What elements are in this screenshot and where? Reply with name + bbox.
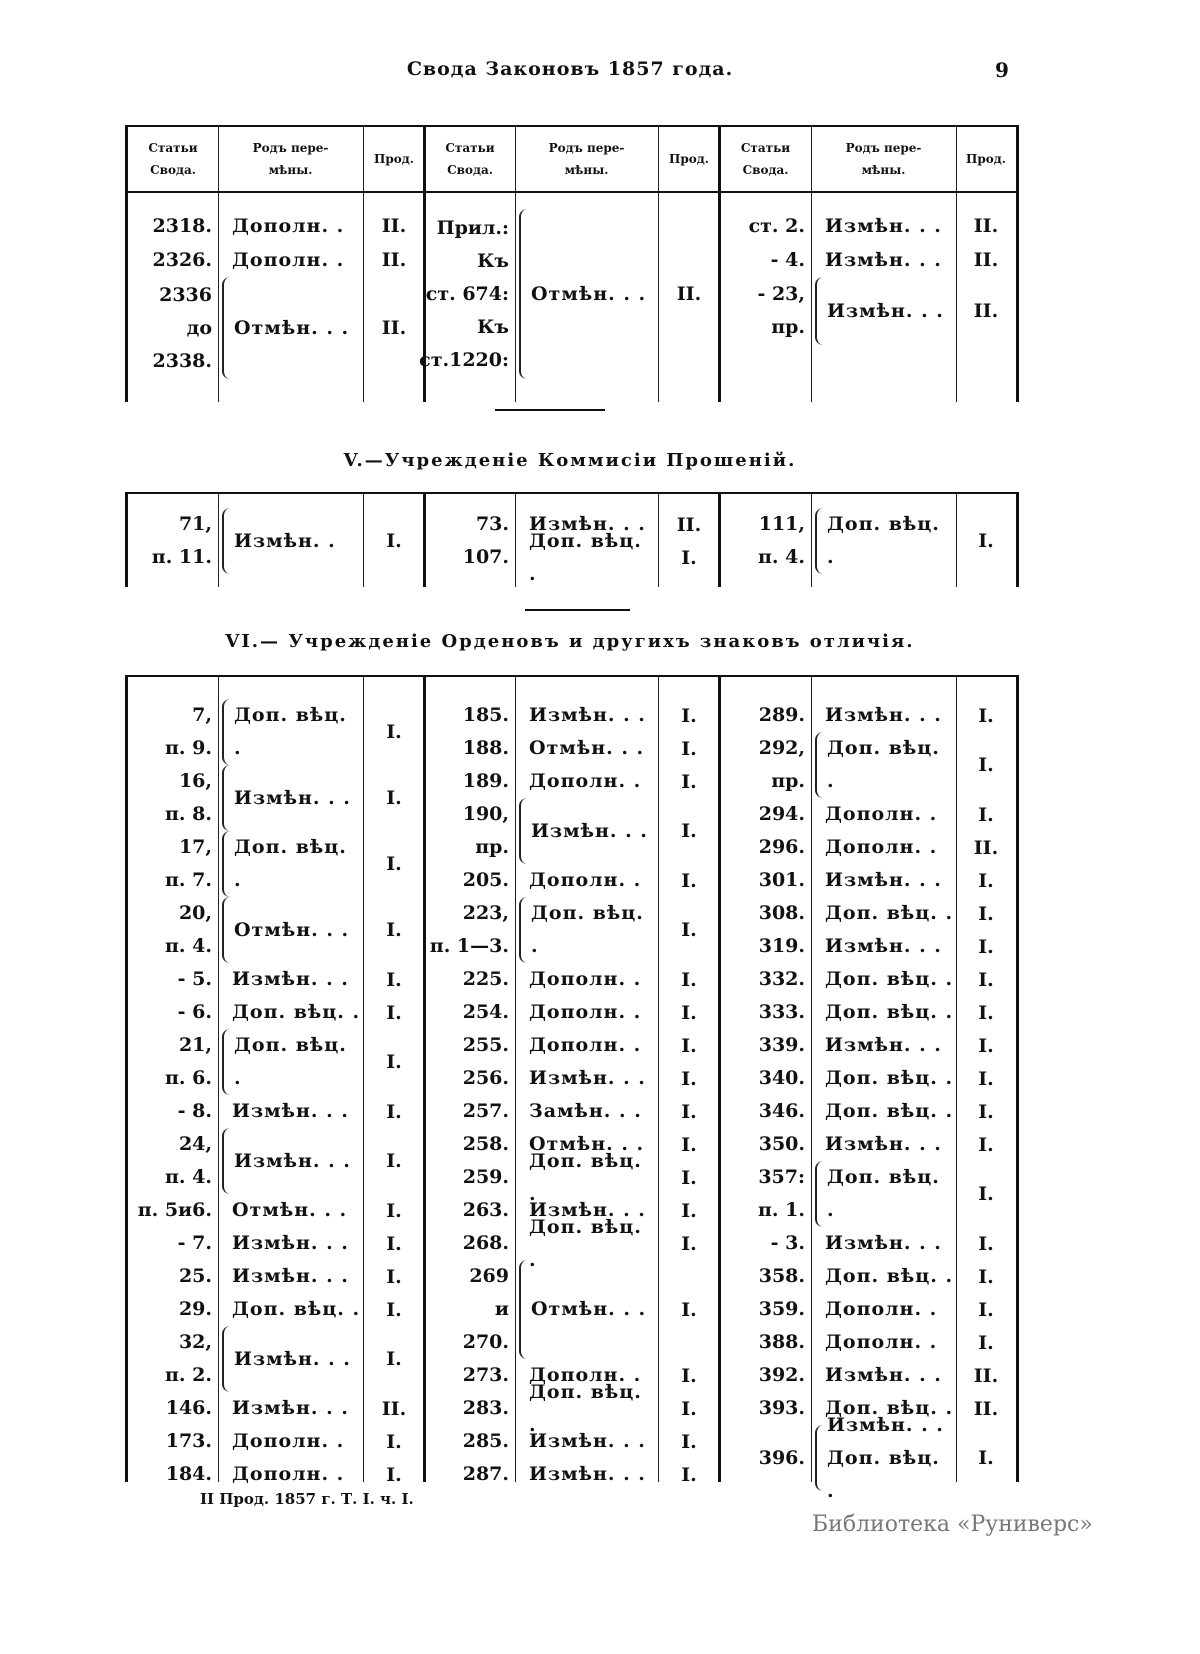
article-number: 111, п. 4. bbox=[758, 513, 805, 568]
continuation-volume: I. bbox=[681, 1430, 697, 1453]
change-type: Измѣн. . . bbox=[232, 1232, 349, 1254]
change-type: Доп. вѣц. . bbox=[222, 831, 361, 897]
continuation-volume: I. bbox=[681, 1133, 697, 1156]
change-type: Измѣн. . . bbox=[825, 935, 942, 957]
article-number: 292, пр. bbox=[758, 737, 805, 792]
article-number: 285. bbox=[462, 1430, 509, 1452]
article-number: - 3. bbox=[770, 1232, 805, 1254]
change-type: Измѣн. . . bbox=[232, 968, 349, 990]
continuation-volume: I. bbox=[386, 1100, 402, 1123]
continuation-volume: I. bbox=[681, 1034, 697, 1057]
article-number: 20, п. 4. bbox=[165, 902, 212, 957]
change-type: Измѣн. . . bbox=[232, 1100, 349, 1122]
continuation-volume: II. bbox=[676, 283, 702, 305]
continuation-volume: I. bbox=[978, 1298, 994, 1321]
change-type: Дополн. . bbox=[529, 1364, 642, 1386]
column-divider bbox=[515, 494, 516, 587]
continuation-volume: II. bbox=[676, 513, 702, 536]
column-divider bbox=[811, 494, 812, 587]
article-number: 255. bbox=[462, 1034, 509, 1056]
article-number: 393. bbox=[758, 1397, 805, 1419]
article-number: 2326. bbox=[152, 248, 212, 271]
article-number: 340. bbox=[758, 1067, 805, 1089]
article-number: 71, п. 11. bbox=[151, 513, 212, 568]
article-number: 24, п. 4. bbox=[165, 1133, 212, 1188]
column-header: Родъ пере- мѣны. bbox=[548, 141, 625, 177]
article-number: 301. bbox=[758, 869, 805, 891]
article-number: 357: п. 1. bbox=[758, 1166, 805, 1221]
continuation-volume: I. bbox=[386, 919, 402, 941]
article-number: 359. bbox=[758, 1298, 805, 1320]
continuation-volume: I. bbox=[978, 902, 994, 925]
change-type: Измѣн. . . bbox=[529, 1430, 646, 1452]
article-number: 259. bbox=[462, 1166, 509, 1188]
change-type: Измѣн. . . bbox=[529, 513, 646, 535]
continuation-volume: I. bbox=[681, 1463, 697, 1486]
article-number: - 6. bbox=[177, 1001, 212, 1023]
article-number: 257. bbox=[462, 1100, 509, 1122]
article-number: Прил.: Къ ст. 674: Къ ст.1220: bbox=[419, 216, 509, 371]
change-type: Доп. вѣц. . bbox=[825, 1067, 954, 1089]
continuation-volume: I. bbox=[681, 1199, 697, 1222]
column-header: Статьи Свода. bbox=[445, 141, 495, 177]
article-number: 269 и 270. bbox=[462, 1265, 509, 1353]
change-type: Дополн. . bbox=[232, 1463, 345, 1485]
section-v-title: V.—Учрежденіе Коммисіи Прошеній. bbox=[343, 450, 797, 471]
continuation-volume: I. bbox=[681, 1298, 697, 1321]
continuation-volume: I. bbox=[386, 1199, 402, 1222]
article-number: 308. bbox=[758, 902, 805, 924]
change-type: Дополн. . bbox=[825, 836, 938, 858]
article-number: п. 5и6. bbox=[137, 1199, 212, 1221]
continuation-volume: I. bbox=[681, 919, 697, 941]
change-type: Измѣн. . . bbox=[529, 704, 646, 726]
change-type: Доп. вѣц. . bbox=[222, 1029, 361, 1095]
article-number: 146. bbox=[165, 1397, 212, 1419]
change-type: Доп. вѣц. . bbox=[519, 897, 656, 963]
change-type: Измѣн. . . bbox=[825, 214, 942, 237]
change-type: Замѣн. . . bbox=[529, 1100, 642, 1122]
continuation-volume: I. bbox=[386, 1430, 402, 1453]
change-type: Измѣн. . . bbox=[232, 1397, 349, 1419]
change-type: Измѣн. . . bbox=[825, 248, 942, 271]
change-type: Измѣн. . . bbox=[222, 1326, 361, 1392]
continuation-volume: I. bbox=[386, 1463, 402, 1486]
continuation-volume: I. bbox=[681, 1166, 697, 1189]
change-type: Измѣн. . . bbox=[529, 1199, 646, 1221]
change-type: Измѣн. . . bbox=[529, 1463, 646, 1485]
change-type: Измѣн. . . bbox=[222, 1128, 361, 1194]
continuation-volume: I. bbox=[681, 1067, 697, 1090]
change-type: Доп. вѣц. . bbox=[815, 1161, 954, 1227]
continuation-volume: I. bbox=[681, 1397, 697, 1420]
continuation-volume: I. bbox=[386, 1001, 402, 1024]
change-type: Доп. вѣц. . bbox=[529, 1215, 642, 1271]
change-type: Измѣн. . . bbox=[825, 1034, 942, 1056]
continuation-volume: I. bbox=[386, 853, 402, 875]
article-number: - 4. bbox=[770, 248, 805, 271]
article-number: 2336 до 2338. bbox=[152, 283, 212, 372]
continuation-volume: I. bbox=[978, 1100, 994, 1123]
continuation-volume: I. bbox=[978, 704, 994, 727]
change-type: Отмѣн. . . bbox=[232, 1199, 348, 1221]
article-number: - 23, пр. bbox=[757, 283, 805, 338]
change-type: Измѣн. . . bbox=[825, 869, 942, 891]
change-type: Дополн. . bbox=[825, 803, 938, 825]
article-number: 283. bbox=[462, 1397, 509, 1419]
change-type: Доп. вѣц. . bbox=[825, 1100, 954, 1122]
continuation-volume: II. bbox=[973, 1364, 999, 1387]
column-divider bbox=[218, 677, 219, 1482]
article-number: 189. bbox=[462, 770, 509, 792]
article-number: 205. bbox=[462, 869, 509, 891]
article-number: 296. bbox=[758, 836, 805, 858]
column-header: Родъ пере- мѣны. bbox=[252, 141, 329, 177]
article-number: 332. bbox=[758, 968, 805, 990]
article-number: 392. bbox=[758, 1364, 805, 1386]
article-number: - 5. bbox=[177, 968, 212, 990]
article-number: 346. bbox=[758, 1100, 805, 1122]
continuation-volume: I. bbox=[978, 1034, 994, 1057]
article-number: 358. bbox=[758, 1265, 805, 1287]
continuation-volume: II. bbox=[381, 317, 407, 339]
continuation-volume: II. bbox=[381, 1397, 407, 1420]
change-type: Измѣн. . . bbox=[825, 1232, 942, 1254]
article-number: 2318. bbox=[152, 214, 212, 237]
continuation-volume: I. bbox=[386, 968, 402, 991]
change-type: Доп. вѣц. . bbox=[825, 1001, 954, 1023]
article-number: 273. bbox=[462, 1364, 509, 1386]
continuation-volume: I. bbox=[978, 530, 994, 552]
continuation-volume: II. bbox=[973, 1397, 999, 1420]
change-type: Доп. вѣц. . bbox=[825, 1265, 954, 1287]
continuation-volume: I. bbox=[978, 1447, 994, 1469]
change-type: Дополн. . bbox=[529, 968, 642, 990]
continuation-volume: I. bbox=[681, 1232, 697, 1255]
article-number: 268. bbox=[462, 1232, 509, 1254]
article-number: 263. bbox=[462, 1199, 509, 1221]
change-type: Доп. вѣц. . bbox=[232, 1298, 361, 1320]
change-type: Дополн. . bbox=[825, 1331, 938, 1353]
change-type: Отмѣн. . . bbox=[519, 1260, 656, 1359]
change-type: Измѣн. . . Доп. вѣц. . bbox=[815, 1425, 954, 1491]
continuation-volume: I. bbox=[978, 935, 994, 958]
continuation-volume: I. bbox=[386, 1150, 402, 1172]
continuation-volume: I. bbox=[386, 1232, 402, 1255]
continuation-volume: II. bbox=[973, 836, 999, 859]
article-number: 254. bbox=[462, 1001, 509, 1023]
column-header: Родъ пере- мѣны. bbox=[845, 141, 922, 177]
continuation-volume: I. bbox=[681, 704, 697, 727]
column-header: Статьи Свода. bbox=[740, 141, 791, 177]
watermark: Библиотека «Руниверс» bbox=[812, 1512, 1093, 1537]
article-number: 223, п. 1—3. bbox=[429, 902, 509, 957]
column-divider bbox=[811, 677, 812, 1482]
column-header: Прод. bbox=[669, 152, 709, 166]
article-number: 21, п. 6. bbox=[165, 1034, 212, 1089]
change-type: Измѣн. . . bbox=[519, 798, 656, 864]
continuation-volume: I. bbox=[386, 530, 402, 552]
article-number: 32, п. 2. bbox=[165, 1331, 212, 1386]
change-type: Отмѣн. . . bbox=[222, 897, 361, 963]
continuation-volume: I. bbox=[681, 770, 697, 793]
article-number: 350. bbox=[758, 1133, 805, 1155]
change-type: Измѣн. . . bbox=[815, 277, 954, 345]
article-number: 396. bbox=[758, 1446, 805, 1469]
column-header: Статьи Свода. bbox=[148, 141, 198, 177]
continuation-volume: II. bbox=[973, 215, 999, 237]
article-number: 258. bbox=[462, 1133, 509, 1155]
change-type: Отмѣн. . . bbox=[529, 737, 645, 759]
article-number: - 8. bbox=[177, 1100, 212, 1122]
continuation-volume: I. bbox=[386, 1348, 402, 1370]
article-number: 73. bbox=[475, 513, 509, 535]
article-number: - 7. bbox=[177, 1232, 212, 1254]
change-type: Измѣн. . . bbox=[222, 765, 361, 831]
change-type: Дополн. . bbox=[232, 1430, 345, 1452]
change-type: Доп. вѣц. . bbox=[529, 529, 642, 585]
continuation-volume: I. bbox=[386, 1051, 402, 1073]
continuation-volume: I. bbox=[386, 721, 402, 743]
article-number: 16, п. 8. bbox=[165, 770, 212, 825]
divider bbox=[495, 409, 605, 411]
continuation-volume: I. bbox=[978, 1067, 994, 1090]
change-type: Доп. вѣц. . bbox=[825, 1397, 954, 1419]
article-number: 339. bbox=[758, 1034, 805, 1056]
article-number: 25. bbox=[178, 1265, 212, 1287]
header-rule bbox=[128, 127, 1016, 193]
column-header: Прод. bbox=[374, 152, 414, 166]
article-number: 188. bbox=[462, 737, 509, 759]
change-type: Дополн. . bbox=[232, 248, 345, 271]
page-number: 9 bbox=[995, 58, 1009, 82]
article-number: 388. bbox=[758, 1331, 805, 1353]
continuation-volume: I. bbox=[978, 754, 994, 776]
article-number: 333. bbox=[758, 1001, 805, 1023]
column-header: Прод. bbox=[966, 152, 1006, 166]
continuation-volume: I. bbox=[386, 1298, 402, 1321]
article-number: ст. 2. bbox=[748, 214, 805, 237]
article-number: 29. bbox=[178, 1298, 212, 1320]
continuation-volume: II. bbox=[381, 249, 407, 271]
change-type: Доп. вѣц. . bbox=[529, 1149, 642, 1205]
continuation-volume: I. bbox=[681, 1100, 697, 1123]
running-head: Свода Законовъ 1857 года. bbox=[406, 58, 734, 80]
article-number: 184. bbox=[165, 1463, 212, 1485]
continuation-volume: II. bbox=[973, 249, 999, 271]
article-number: 107. bbox=[462, 546, 509, 568]
article-number: 256. bbox=[462, 1067, 509, 1089]
article-number: 185. bbox=[462, 704, 509, 726]
change-type: Дополн. . bbox=[529, 1001, 642, 1023]
continuation-volume: I. bbox=[978, 1133, 994, 1156]
change-type: Дополн. . bbox=[529, 770, 642, 792]
change-type: Измѣн. . . bbox=[825, 704, 942, 726]
table-continuation bbox=[125, 125, 1019, 402]
change-type: Дополн. . bbox=[529, 869, 642, 891]
change-type: Измѣн. . . bbox=[232, 1265, 349, 1287]
change-type: Доп. вѣц. . bbox=[825, 968, 954, 990]
article-number: 319. bbox=[758, 935, 805, 957]
continuation-volume: II. bbox=[381, 215, 407, 237]
article-number: 225. bbox=[462, 968, 509, 990]
footer-note: II Прод. 1857 г. Т. I. ч. I. bbox=[200, 1490, 414, 1508]
continuation-volume: I. bbox=[978, 1331, 994, 1354]
change-type: Доп. вѣц. . bbox=[815, 508, 954, 574]
change-type: Измѣн. . . bbox=[825, 1364, 942, 1386]
change-type: Измѣн. . bbox=[222, 508, 361, 574]
continuation-volume: I. bbox=[978, 803, 994, 826]
article-number: 17, п. 7. bbox=[165, 836, 212, 891]
continuation-volume: I. bbox=[681, 1364, 697, 1387]
column-divider bbox=[515, 677, 516, 1482]
article-number: 173. bbox=[165, 1430, 212, 1452]
change-type: Дополн. . bbox=[232, 214, 345, 237]
continuation-volume: I. bbox=[681, 968, 697, 991]
continuation-volume: I. bbox=[386, 787, 402, 809]
continuation-volume: I. bbox=[681, 737, 697, 760]
column-divider bbox=[218, 494, 219, 587]
change-type: Доп. вѣц. . bbox=[232, 1001, 361, 1023]
continuation-volume: I. bbox=[978, 1232, 994, 1255]
continuation-volume: I. bbox=[978, 1265, 994, 1288]
continuation-volume: I. bbox=[681, 869, 697, 892]
change-type: Доп. вѣц. . bbox=[529, 1380, 642, 1436]
change-type: Отмѣн. . . bbox=[222, 277, 361, 379]
continuation-volume: I. bbox=[978, 1183, 994, 1205]
change-type: Доп. вѣц. . bbox=[825, 902, 954, 924]
change-type: Дополн. . bbox=[825, 1298, 938, 1320]
change-type: Доп. вѣц. . bbox=[222, 699, 361, 765]
continuation-volume: I. bbox=[681, 546, 697, 569]
change-type: Отмѣн. . . bbox=[529, 1133, 645, 1155]
continuation-volume: I. bbox=[386, 1265, 402, 1288]
continuation-volume: I. bbox=[978, 1001, 994, 1024]
continuation-volume: I. bbox=[978, 869, 994, 892]
divider bbox=[525, 609, 630, 611]
article-number: 7, п. 9. bbox=[165, 704, 212, 759]
change-type: Дополн. . bbox=[529, 1034, 642, 1056]
table-section-v bbox=[125, 492, 1019, 587]
change-type: Доп. вѣц. . bbox=[815, 732, 954, 798]
continuation-volume: I. bbox=[681, 820, 697, 842]
article-number: 289. bbox=[758, 704, 805, 726]
article-number: 190, пр. bbox=[462, 803, 509, 858]
change-type: Отмѣн. . . bbox=[519, 209, 656, 379]
article-number: 294. bbox=[758, 803, 805, 825]
continuation-volume: II. bbox=[973, 300, 999, 322]
change-type: Измѣн. . . bbox=[825, 1133, 942, 1155]
continuation-volume: I. bbox=[978, 968, 994, 991]
article-number: 287. bbox=[462, 1463, 509, 1485]
change-type: Измѣн. . . bbox=[529, 1067, 646, 1089]
continuation-volume: I. bbox=[681, 1001, 697, 1024]
section-vi-title: VI.— Учрежденіе Орденовъ и другихъ знаковъ отличія. bbox=[225, 631, 915, 652]
